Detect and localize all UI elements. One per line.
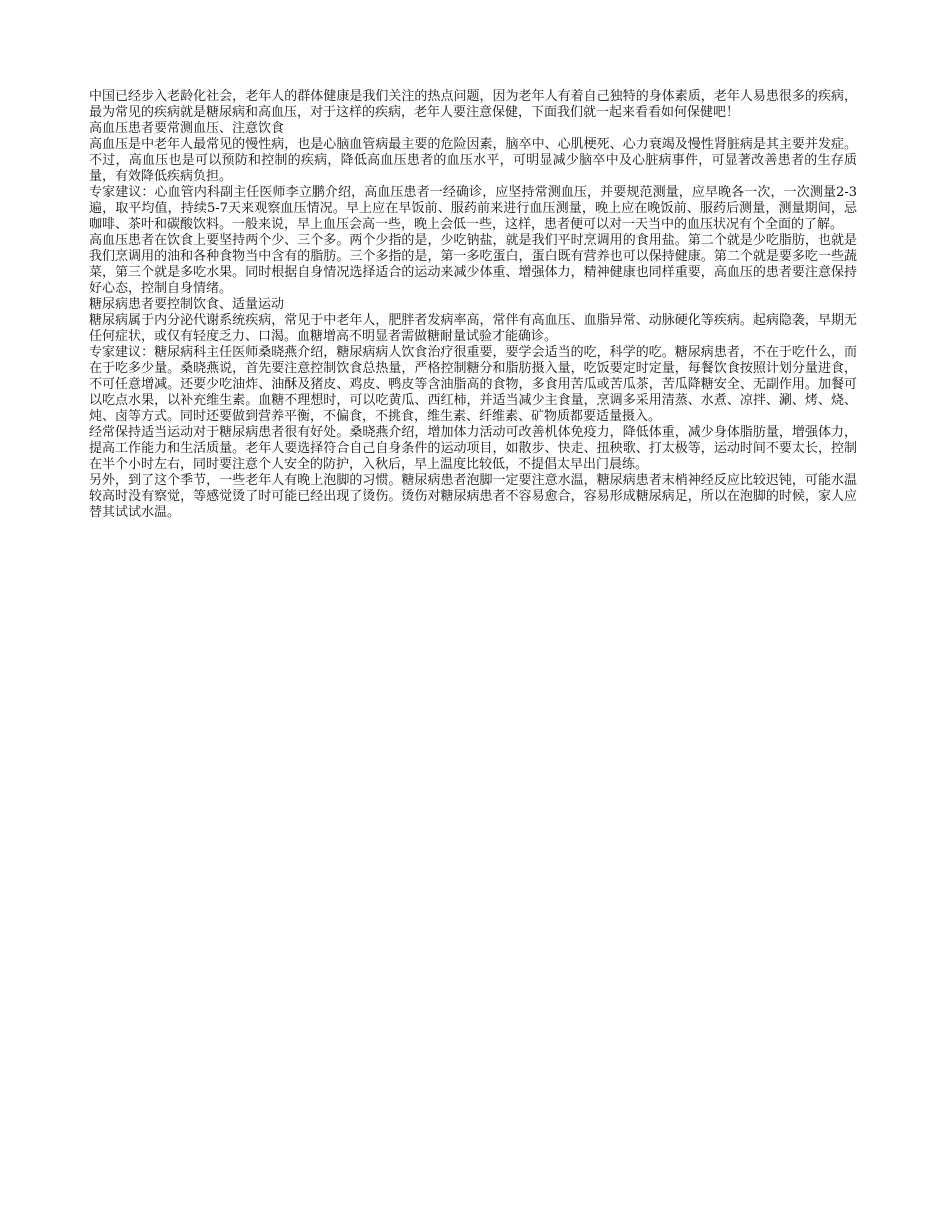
article-body <box>89 89 857 521</box>
section-heading-hypertension: 高血压患者要常测血压、注意饮食 <box>89 121 285 136</box>
section-heading-diabetes: 糖尿病患者要控制饮食、适量运动 <box>89 297 285 312</box>
intro-paragraph: 中国已经步入老龄化社会，老年人的群体健康是我们关注的热点问题，因为老年人有着自己独特的身体素质，老年人易患很多的疾病，最为常见的疾病就是糖尿病和高血压，对于这样的疾病，老年人要注意保健，下面我们就一起来看看如何保健吧！ <box>89 89 857 120</box>
diabetes-paragraph-2: 专家建议：糖尿病科主任医师桑晓燕介绍，糖尿病病人饮食治疗很重要，要学会适当的吃，科学的吃。糖尿病患者，不在于吃什么，而在于吃多少量。桑晓燕说，首先要注意控制饮食总热量，严格控制糖分和脂肪摄入量，吃饭要定时定量，每餐饮食按照计划分量进食，不可任意增减。还要少吃油炸、油酥及猪皮、鸡皮、鸭皮等含油脂高的食物，多食用苦瓜或苦瓜茶，苦瓜降糖安全、无副作用。加餐可以吃点水果，以补充维生素。血糖不理想时，可以吃黄瓜、西红柿，并适当减少主食量，烹调多采用清蒸、水煮、凉拌、涮、烤、烧、炖、卤等方式。同时还要做到营养平衡，不偏食，不挑食，维生素、纤维素、矿物质都要适量摄入。 <box>89 345 857 424</box>
hypertension-paragraph-2: 专家建议：心血管内科副主任医师李立鹏介绍，高血压患者一经确诊，应坚持常测血压，并要规范测量，应早晚各一次，一次测量2-3遍，取平均值，持续5-7天来观察血压情况。早上应在早饭前、服药前来进行血压测量，晚上应在晚饭前、服药后测量，测量期间，忌咖啡、茶叶和碳酸饮料。一般来说，早上血压会高一些，晚上会低一些，这样，患者便可以对一天当中的血压状况有个全面的了解。 <box>89 185 857 232</box>
hypertension-paragraph-3: 高血压患者在饮食上要坚持两个少、三个多。两个少指的是，少吃钠盐，就是我们平时烹调用的食用盐。第二个就是少吃脂肪，也就是我们烹调用的油和各种食物当中含有的脂肪。三个多指的是，第一多吃蛋白，蛋白既有营养也可以保持健康。第二个就是要多吃一些蔬菜，第三个就是多吃水果。同时根据自身情况选择适合的运动来减少体重、增强体力，精神健康也同样重要，高血压的患者要注意保持好心态，控制自身情绪。 <box>89 233 857 296</box>
hypertension-paragraph-1: 高血压是中老年人最常见的慢性病，也是心脑血管病最主要的危险因素，脑卒中、心肌梗死、心力衰竭及慢性肾脏病是其主要并发症。不过，高血压也是可以预防和控制的疾病，降低高血压患者的血压水平，可明显减少脑卒中及心脏病事件，可显著改善患者的生存质量，有效降低疾病负担。 <box>89 137 857 184</box>
diabetes-paragraph-3: 经常保持适当运动对于糖尿病患者很有好处。桑晓燕介绍，增加体力活动可改善机体免疫力，降低体重，减少身体脂肪量，增强体力，提高工作能力和生活质量。老年人要选择符合自己自身条件的运动项目，如散步、快走、扭秧歌、打太极等，运动时间不要太长，控制在半个小时左右，同时要注意个人安全的防护，入秋后，早上温度比较低，不提倡太早出门晨练。 <box>89 425 857 472</box>
diabetes-paragraph-4: 另外，到了这个季节，一些老年人有晚上泡脚的习惯。糖尿病患者泡脚一定要注意水温，糖尿病患者末梢神经反应比较迟钝，可能水温较高时没有察觉，等感觉烫了时可能已经出现了烫伤。烫伤对糖尿病患者不容易愈合，容易形成糖尿病足，所以在泡脚的时候，家人应替其试试水温。 <box>89 473 857 520</box>
diabetes-paragraph-1: 糖尿病属于内分泌代谢系统疾病，常见于中老年人，肥胖者发病率高，常伴有高血压、血脂异常、动脉硬化等疾病。起病隐袭，早期无任何症状，或仅有轻度乏力、口渴。血糖增高不明显者需做糖耐量试验才能确诊。 <box>89 313 857 344</box>
